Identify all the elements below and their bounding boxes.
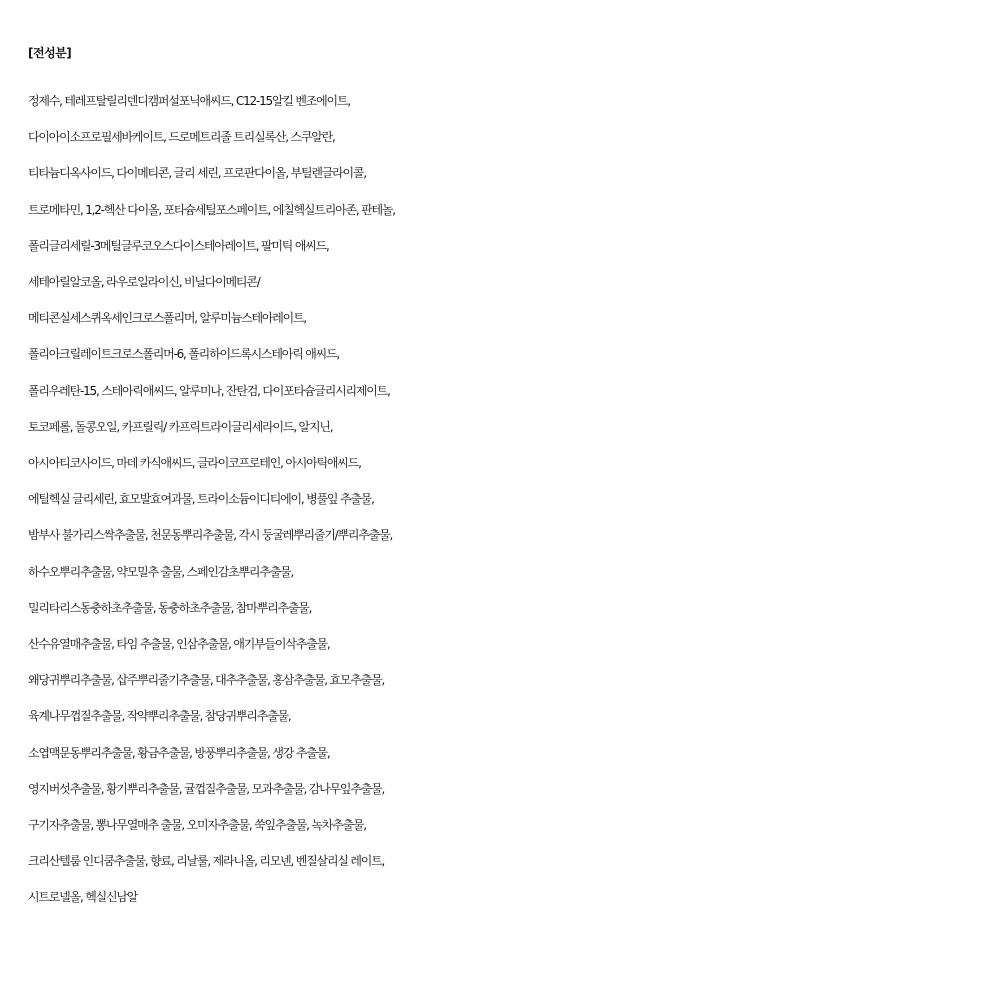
ingredient-line: 소엽맥문동뿌리추출물, 황금추출물, 방풍뿌리추출물, 생강 추출물, <box>28 745 330 760</box>
ingredient-line: 크리산텔룸 인디쿰추출물, 향료, 리날룰, 제라니올, 리모넨, 벤질살리실 레이트, <box>28 854 385 869</box>
ingredient-line: 구기자추출물, 뽕나무열매추 출물, 오미자추출물, 쑥잎추출물, 녹차추출물, <box>28 818 366 833</box>
ingredient-line: 폴리글리세릴-3메틸글루코오스다이스테아레이트, 팔미틱 애씨드, <box>28 238 329 253</box>
ingredient-line: 토코페롤, 돌콩오일, 카프릴릭/ 카프릭트라이글리세라이드, 알지닌, <box>28 419 333 434</box>
ingredient-line: 메티콘실세스퀴옥세인크로스폴리머, 알루미늄스테아레이트, <box>28 311 307 326</box>
ingredient-line: 다이아이소프로필세바케이트, 드로메트리졸 트리실록산, 스쿠알란, <box>28 130 335 145</box>
ingredient-line: 밀리타리스동충하초추출물, 동충하초추출물, 참마뿌리추출물, <box>28 600 312 615</box>
ingredients-heading: [전성분] <box>28 46 72 60</box>
ingredient-line: 시트로넬올, 헥실신남알 <box>28 890 138 905</box>
ingredient-line: 육계나무껍질추출물, 작약뿌리추출물, 참당귀뿌리추출물, <box>28 709 291 724</box>
ingredient-line: 왜당귀뿌리추출물, 삽주뿌리줄기추출물, 대추추출물, 홍삼추출물, 효모추출물, <box>28 673 385 688</box>
ingredient-line: 아시아티코사이드, 마데 카식애씨드, 글라이코프로테인, 아시아틱애씨드, <box>28 456 361 471</box>
ingredient-line: 밤부사 불가리스싹추출물, 천문동뿌리추출물, 각시 둥굴레뿌리줄기/뿌리추출물, <box>28 528 393 543</box>
ingredient-line: 산수유열매추출물, 타임 추출물, 인삼추출물, 애기부들이삭추출물, <box>28 637 330 652</box>
ingredient-line: 하수오뿌리추출물, 약모밀추 출물, 스페인감초뿌리추출물, <box>28 564 294 579</box>
ingredient-line: 트로메타민, 1,2-헥산 다이올, 포타슘세틸포스페이트, 에칠헥실트리아존, 판테놀, <box>28 202 395 217</box>
ingredient-line: 폴리아크릴레이트크로스폴리머-6, 폴리하이드록시스테아릭 애씨드, <box>28 347 340 362</box>
ingredient-line: 세테아릴알코올, 라우로일라이신, 비닐다이메티콘/ <box>28 275 260 290</box>
ingredient-line: 영지버섯추출물, 황기뿌리추출물, 귤껍질추출물, 모과추출물, 감나무잎추출물, <box>28 781 385 796</box>
ingredient-line: 티타늄디옥사이드, 다이메티콘, 글리 세린, 프로판다이올, 부틸렌글라이콜, <box>28 166 366 181</box>
ingredient-line: 에틸헥실 글리세린, 효모발효여과물, 트라이소듐이디티에이, 병풀잎 추출물, <box>28 492 374 507</box>
ingredient-line: 정제수, 테레프탈릴리덴디캠퍼설포닉애씨드, C12-15알킬 벤조에이트, <box>28 94 350 108</box>
ingredient-list <box>28 83 1000 916</box>
ingredient-line: 폴리우레탄-15, 스테아릭애씨드, 알루미나, 잔탄검, 다이포타슘글리시리제이트, <box>28 383 390 398</box>
